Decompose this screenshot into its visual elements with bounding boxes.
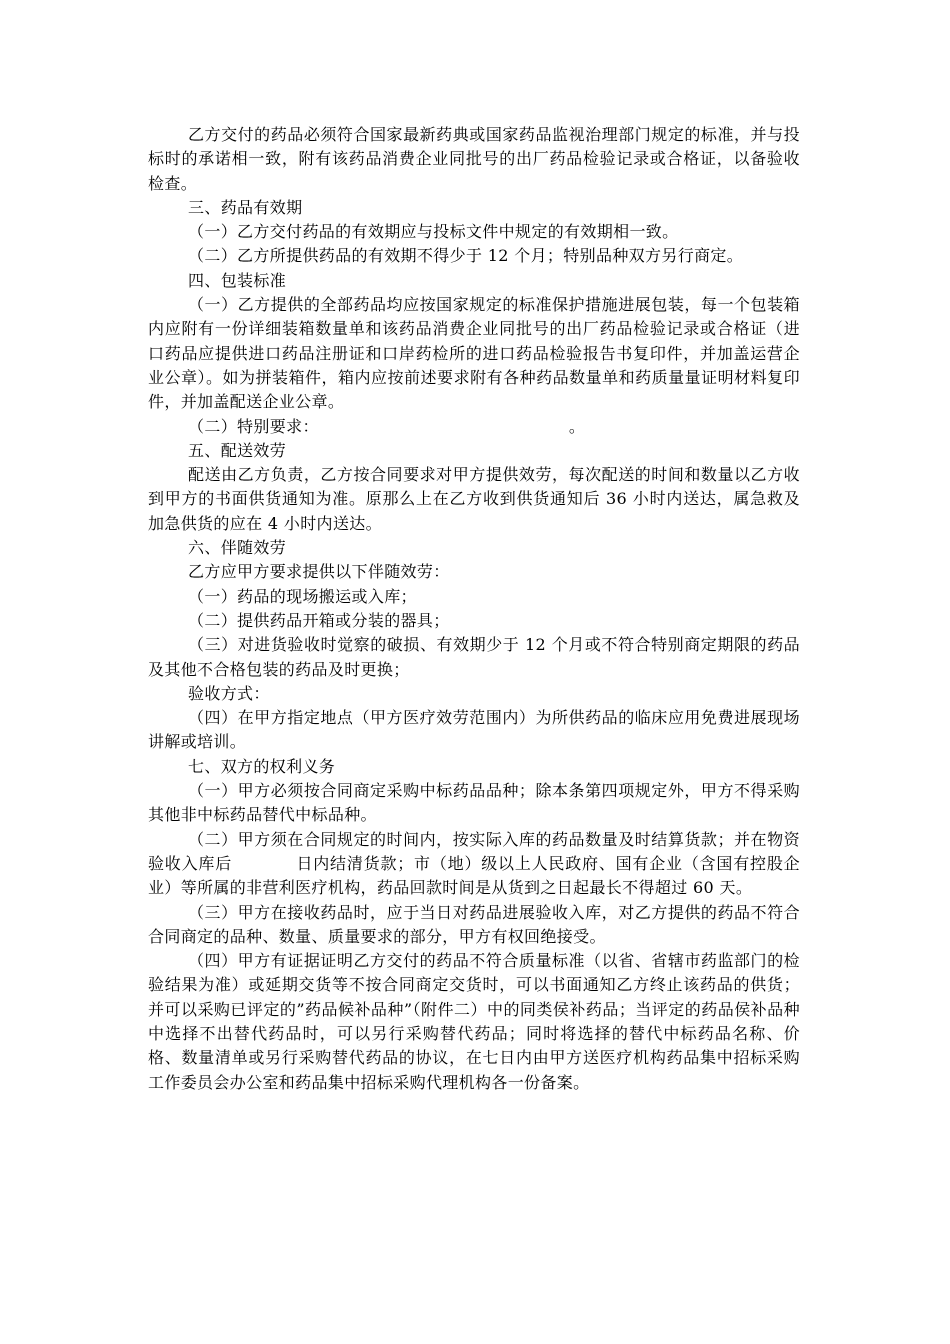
- heading-section-5: 五、配送效劳: [188, 440, 287, 460]
- paragraph-3-1: （一）乙方交付药品的有效期应与投标文件中规定的有效期相一致。: [188, 222, 679, 242]
- document-page: [148, 123, 800, 1095]
- paragraph-5: 配送由乙方负责，乙方按合同要求对甲方提供效劳，每次配送的时间和数量以乙方收到甲方的书面供货通知为准。原那么上在乙方收到供货通知后 36 小时内送达，属急救及加急供货的应在 4 小时内送达。: [148, 465, 800, 533]
- paragraph-6: 乙方应甲方要求提供以下伴随效劳：: [188, 562, 450, 582]
- heading-section-7: 七、双方的权利义务: [188, 756, 336, 776]
- paragraph-6-2: （二）提供药品开箱或分装的器具；: [188, 610, 450, 630]
- paragraph-3-2: （二）乙方所提供药品的有效期不得少于 12 个月；特别品种双方另行商定。: [188, 246, 744, 266]
- paragraph-acceptance-method: 验收方式：: [188, 683, 270, 703]
- paragraph-4-2: [148, 415, 800, 439]
- paragraph-4-1: （一）乙方提供的全部药品均应按国家规定的标准保护措施进展包装，每一个包装箱内应附有一份详细装箱数量单和该药品消费企业同批号的出厂药品检验记录或合格证（进口药品应提供进口药品注册证和口岸药检所的进口药品检验报告书复印件，并加盖运营企业公章）。如为拼装箱件，箱内应按前述要求附有各种药品数量单和药质量量证明材料复印件，并加盖配送企业公章。: [148, 295, 800, 412]
- paragraph-7-4: （四）甲方有证据证明乙方交付的药品不符合质量标准（以省、省辖市药监部门的检验结果为准）或延期交货等不按合同商定交货时，可以书面通知乙方终止该药品的供货；并可以采购已评定的”药品候补品种”（附件二）中的同类侯补药品；当评定的药品侯补品种中选择不出替代药品时，可以另行采购替代药品；同时将选择的替代中标药品名称、价格、数量清单或另行采购替代药品的协议，在七日内由甲方送医疗机构药品集中招标采购工作委员会办公室和药品集中招标采购代理机构各一份备案。: [148, 951, 800, 1092]
- paragraph-7-3: （三）甲方在接收药品时，应于当日对药品进展验收入库，对乙方提供的药品不符合合同商定的品种、数量、质量要求的部分，甲方有权回绝接受。: [148, 902, 800, 946]
- paragraph-6-4: （四）在甲方指定地点（甲方医疗效劳范围内）为所供药品的临床应用免费进展现场讲解或培训。: [148, 708, 800, 752]
- paragraph-7-1: （一）甲方必须按合同商定采购中标药品品种；除本条第四项规定外，甲方不得采购其他非中标药品替代中标品种。: [148, 781, 800, 825]
- heading-section-3: 三、药品有效期: [188, 197, 303, 217]
- paragraph-6-3: （三）对进货验收时觉察的破损、有效期少于 12 个月或不符合特别商定期限的药品及其他不合格包装的药品及时更换；: [148, 635, 800, 679]
- heading-section-6: 六、伴随效劳: [188, 538, 287, 558]
- paragraph-4-2-label: （二）特别要求：: [188, 416, 319, 436]
- heading-section-4: 四、包装标准: [188, 270, 287, 290]
- paragraph-quality-requirement: 乙方交付的药品必须符合国家最新药典或国家药品监视治理部门规定的标准，并与投标时的承诺相一致，附有该药品消费企业同批号的出厂药品检验记录或合格证，以备验收检查。: [148, 125, 800, 193]
- paragraph-7-2-part-a: （二）甲方须在合同规定的时间内，按实际入库的药品数量及时结算货款；并在物资验收入库后: [148, 829, 800, 873]
- paragraph-4-2-end: 。: [568, 416, 586, 436]
- paragraph-7-2-part-b: 日内结清货款；市（地）级以上人民政府、国有企业（含国有控股企业）等所属的非营利医疗机构，药品回款时间是从货到之日起最长不得超过 60 天。: [148, 853, 800, 898]
- paragraph-6-1: （一）药品的现场搬运或入库；: [188, 586, 417, 606]
- paragraph-7-2: [148, 828, 800, 901]
